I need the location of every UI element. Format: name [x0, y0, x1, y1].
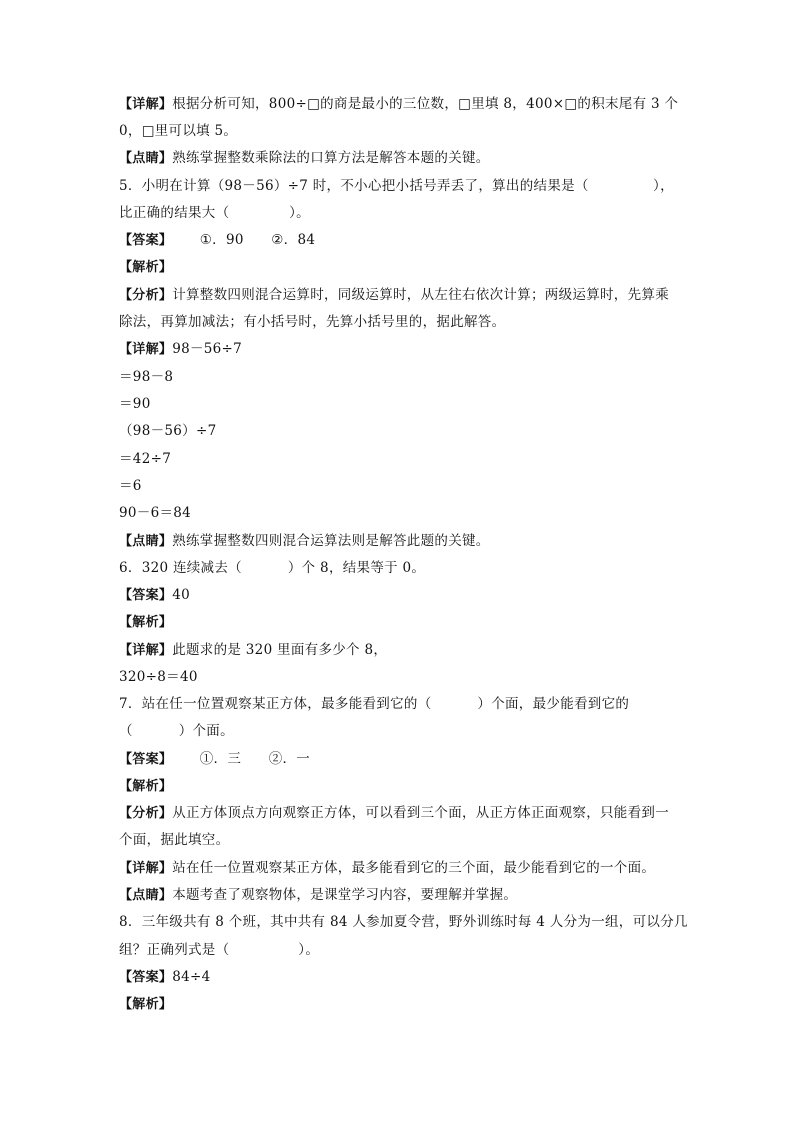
question-7-cont: （ ）个面。: [119, 723, 234, 739]
detail-7: 【详解】站在任一位置观察某正方体，最多能看到它的三个面，最少能看到它的一个面。: [119, 860, 656, 876]
analysis-7-heading: 【解析】: [119, 779, 173, 794]
analysis-8-heading: 【解析】: [119, 997, 173, 1012]
question-5: 5．小明在计算（98－56）÷7 时，不小心把小括号弄丢了，算出的结果是（ ），: [119, 178, 674, 194]
line-detail-1-cont: 0，□里可以填 5。: [119, 123, 238, 139]
analysis-7-cont: 个面，据此填空。: [119, 832, 230, 848]
analysis-7: 【分析】从正方体顶点方向观察正方体，可以看到三个面，从正方体正面观察，只能看到一: [119, 805, 670, 821]
question-8: 8．三年级共有 8 个班，其中共有 84 人参加夏令营，野外训练时每 4 人分为一组，可以分几: [119, 914, 688, 930]
analysis-6-heading: 【解析】: [119, 615, 173, 630]
calc-line: ＝42÷7: [119, 451, 172, 467]
question-8-cont: 组？正确列式是（ ）。: [119, 942, 320, 958]
line-detail-1: 【详解】根据分析可知，800÷□的商是最小的三位数，□里填 8，400×□的积末尾有 3 个: [119, 96, 679, 112]
calc-line: ＝98－8: [119, 369, 174, 385]
analysis-5-heading: 【解析】: [119, 260, 173, 275]
calc-line: ＝90: [119, 396, 151, 412]
calc-line: 320÷8＝40: [119, 669, 198, 685]
answer-5: 【答案】 ①．90 ②．84: [119, 232, 316, 248]
analysis-5: 【分析】计算整数四则混合运算时，同级运算时，从左往右依次计算；两级运算时，先算乘: [119, 287, 670, 303]
detail-6: 【详解】此题求的是 320 里面有多少个 8，: [119, 642, 388, 658]
analysis-5-cont: 除法，再算加减法；有小括号时，先算小括号里的，据此解答。: [119, 314, 506, 330]
calc-line: 90－6＝84: [119, 505, 192, 521]
question-7: 7．站在任一位置观察某正方体，最多能看到它的（ ）个面，最少能看到它的: [119, 696, 630, 712]
note-5: 【点睛】熟练掌握整数四则混合运算法则是解答此题的关键。: [119, 533, 490, 549]
answer-8: 【答案】84÷4: [119, 969, 211, 985]
note-7: 【点睛】本题考查了观察物体，是课堂学习内容，要理解并掌握。: [119, 887, 518, 903]
calc-line: （98－56）÷7: [119, 423, 217, 439]
answer-6: 【答案】40: [119, 587, 190, 603]
calc-line: ＝6: [119, 478, 142, 494]
detail-5: 【详解】98－56÷7: [119, 341, 243, 357]
question-6: 6．320 连续减去（ ）个 8，结果等于 0。: [119, 560, 426, 576]
answer-7: 【答案】 ①．三 ②．一: [119, 751, 311, 767]
question-5-cont: 比正确的结果大（ ）。: [119, 205, 310, 221]
line-note-1: 【点睛】熟练掌握整数乘除法的口算方法是解答本题的关键。: [119, 150, 490, 166]
